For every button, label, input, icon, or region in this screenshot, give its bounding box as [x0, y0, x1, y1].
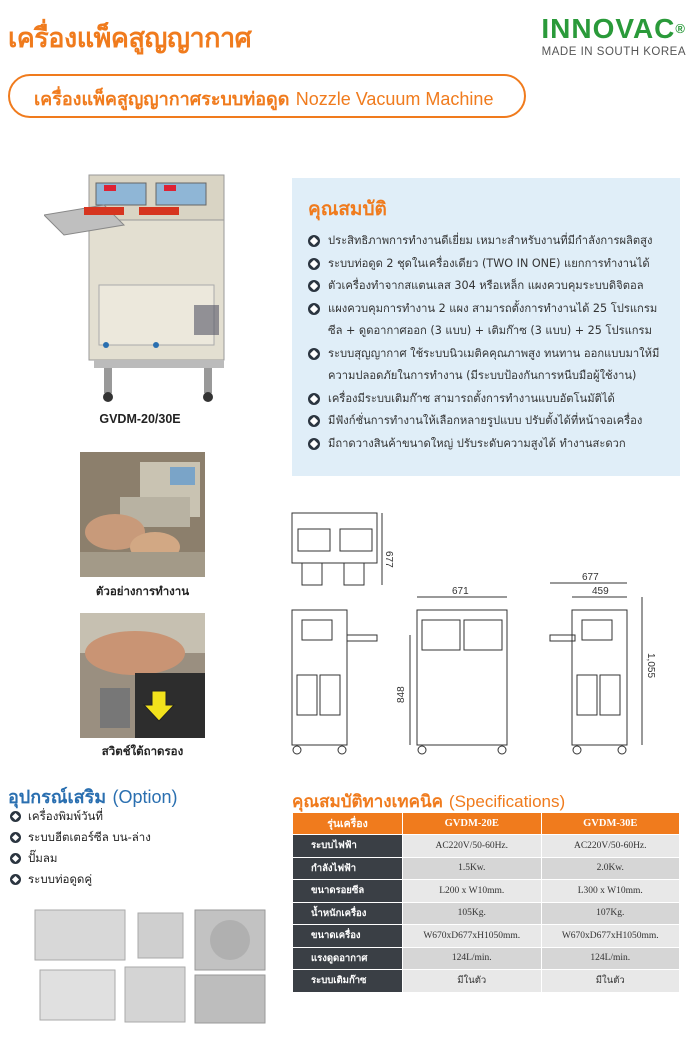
- operation-photo: [80, 452, 205, 577]
- bullet-icon: [10, 853, 21, 864]
- feature-item: มีฟังก์ชั่นการทำงานให้เลือกหลายรูปแบบ ปรับตั้งได้ที่หน้าจอเครื่อง: [308, 410, 666, 433]
- specs-header-30e: GVDM-30E: [541, 813, 680, 835]
- features-title: คุณสมบัติ: [308, 198, 387, 220]
- page-title: เครื่องแพ็คสูญญากาศ: [8, 23, 252, 54]
- dim-depth: 677: [582, 572, 599, 583]
- specs-header-20e: GVDM-20E: [403, 813, 542, 835]
- subtitle-banner: [8, 74, 526, 118]
- dim-height-848: 848: [396, 686, 407, 703]
- bullet-icon: [308, 348, 320, 360]
- bullet-icon: [10, 832, 21, 843]
- front-view-drawing: [396, 586, 507, 754]
- table-row: ระบบไฟฟ้า AC220V/50-60Hz. AC220V/50-60Hz.: [293, 835, 680, 858]
- operation-caption: ตัวอย่างการทำงาน: [95, 584, 190, 598]
- table-row: ระบบเติมก๊าซ มีในตัว มีในตัว: [293, 970, 680, 993]
- bullet-icon: [308, 438, 320, 450]
- brand-name: INNOVAC: [541, 13, 676, 44]
- specs-header-model: รุ่นเครื่อง: [293, 813, 403, 835]
- feature-item: เครื่องมีระบบเติมก๊าซ สามารถตั้งการทำงานแบบอัตโนมัติได้: [308, 388, 666, 411]
- table-row: น้ำหนักเครื่อง 105Kg. 107Kg.: [293, 902, 680, 925]
- option-item: ระบบฮีตเตอร์ซีล บน-ล่าง: [10, 827, 151, 848]
- subtitle-thai: เครื่องแพ็คสูญญากาศระบบท่อดูด: [34, 89, 290, 110]
- feature-item: ตัวเครื่องทำจากสแตนเลส 304 หรือเหล็ก แผงควบคุมระบบดิจิตอล: [308, 275, 666, 298]
- machine-photo: [44, 155, 234, 405]
- top-view-drawing: [292, 513, 394, 585]
- table-row: ขนาดรอยซีล L200 x W10mm. L300 x W10mm.: [293, 880, 680, 903]
- bullet-icon: [308, 235, 320, 247]
- bullet-icon: [10, 811, 21, 822]
- feature-item: มีถาดวางสินค้าขนาดใหญ่ ปรับระดับความสูงได้ ทำงานสะดวก: [308, 433, 666, 456]
- vacuum-bags-photo: [30, 905, 268, 1025]
- dim-depth-top: 677: [383, 551, 394, 568]
- feature-item: ระบบสุญญากาศ ใช้ระบบนิวเมติคคุณภาพสูง ทนทาน ออกแบบมาให้มีความปลอดภัยในการทำงาน (มีระบบป้องกันการหนีบมือผู้ใช้งาน): [308, 343, 666, 388]
- side-view-left-drawing: [292, 610, 377, 754]
- bullet-icon: [10, 874, 21, 885]
- option-item: ปั๊มลม: [10, 848, 151, 869]
- option-item: เครื่องพิมพ์วันที่: [10, 806, 151, 827]
- bullet-icon: [308, 393, 320, 405]
- specs-header-row: [293, 813, 680, 835]
- table-row: แรงดูดอากาศ 124L/min. 124L/min.: [293, 947, 680, 970]
- dim-height-1055: 1,055: [645, 653, 656, 679]
- table-row: กำลังไฟฟ้า 1.5Kw. 2.0Kw.: [293, 857, 680, 880]
- dim-width: 671: [452, 586, 469, 597]
- technical-drawings: [282, 505, 692, 765]
- feature-item: ระบบท่อดูด 2 ชุดในเครื่องเดียว (TWO IN ONE) แยกการทำงานได้: [308, 253, 666, 276]
- model-caption: GVDM-20/30E: [99, 412, 181, 426]
- table-row: ขนาดเครื่อง W670xD677xH1050mm. W670xD677xH1050mm.: [293, 925, 680, 948]
- bullet-icon: [308, 280, 320, 292]
- feature-item: แผงควบคุมการทำงาน 2 แผง สามารถตั้งการทำงานได้ 25 โปรแกรม ซีล + ดูดอากาศออก (3 แบบ) + เติมก๊าซ (3 แบบ) + 25 โปรแกรม: [308, 298, 666, 343]
- options-list: [10, 806, 151, 890]
- feature-item: ประสิทธิภาพการทำงานดีเยี่ยม เหมาะสำหรับงานที่มีกำลังการผลิตสูง: [308, 230, 666, 253]
- registered-mark: ®: [675, 21, 686, 36]
- bullet-icon: [308, 258, 320, 270]
- subtitle-english: Nozzle Vacuum Machine: [295, 89, 494, 109]
- bullet-icon: [308, 415, 320, 427]
- dim-depth-inner: 459: [592, 586, 609, 597]
- options-title: อุปกรณ์เสริม (Option): [8, 787, 178, 808]
- switch-photo: [80, 613, 205, 738]
- brand-tagline: MADE IN SOUTH KOREA: [541, 46, 686, 58]
- features-panel: [292, 178, 680, 476]
- features-list: [308, 230, 666, 455]
- switch-caption: สวิตช์ใต้ถาดรอง: [101, 744, 184, 758]
- bullet-icon: [308, 303, 320, 315]
- brand-logo: [541, 14, 686, 58]
- side-view-right-drawing: [550, 572, 656, 754]
- specs-title: คุณสมบัติทางเทคนิค (Specifications): [292, 792, 566, 812]
- specs-table: [292, 812, 680, 993]
- option-item: ระบบท่อดูดคู่: [10, 869, 151, 890]
